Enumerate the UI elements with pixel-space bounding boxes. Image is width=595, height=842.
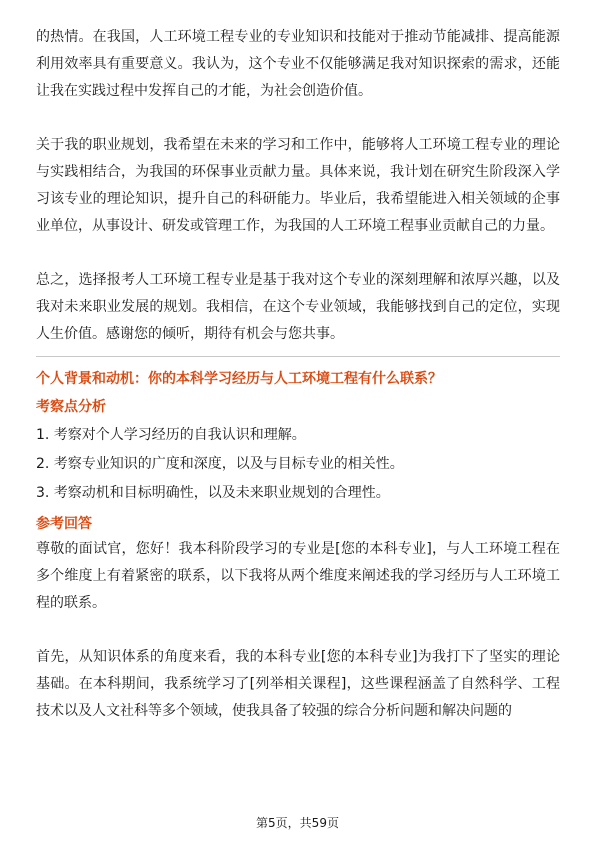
question-title: 个人背景和动机：你的本科学习经历与人工环境工程有什么联系？ <box>36 371 442 387</box>
intro-paragraph-3: 总之，选择报考人工环境工程专业是基于我对这个专业的深刻理解和浓厚兴趣，以及我对未来职业发展的规划。我相信，在这个专业领域，我能够找到自己的定位，实现人生价值。感谢您的倾听，期待有机会与您共事。 <box>36 272 560 342</box>
page-number-footer: 第5页，共59页 <box>256 816 339 830</box>
paragraph-gap <box>36 105 560 132</box>
paragraph-gap <box>36 240 560 267</box>
answer-paragraph-1: 尊敬的面试官，您好！我本科阶段学习的专业是[您的本科专业]，与人工环境工程在多个维度上有着紧密的联系，以下我将从两个维度来阐述我的学习经历与人工环境工程的联系。 <box>36 541 560 611</box>
analysis-point: 3. 考察动机和目标明确性，以及未来职业规划的合理性。 <box>36 485 390 501</box>
page-content <box>36 24 560 725</box>
intro-paragraph-2: 关于我的职业规划，我希望在未来的学习和工作中，能够将人工环境工程专业的理论与实践相结合，为我国的环保事业贡献力量。具体来说，我计划在研究生阶段深入学习该专业的理论知识，提升自己的科研能力。毕业后，我希望能进入相关领域的企事业单位，从事设计、研发或管理工作，为我国的人工环境工程事业贡献自己的力量。 <box>36 137 560 234</box>
intro-paragraph-1: 的热情。在我国，人工环境工程专业的专业知识和技能对于推动节能减排、提高能源利用效率具有重要意义。我认为，这个专业不仅能够满足我对知识探索的需求，还能让我在实践过程中发挥自己的才能，为社会创造价值。 <box>36 29 560 99</box>
answer-paragraph-2: 首先，从知识体系的角度来看，我的本科专业[您的本科专业]为我打下了坚实的理论基础。在本科期间，我系统学习了[列举相关课程]，这些课程涵盖了自然科学、工程技术以及人文社科等多个领域，使我具备了较强的综合分析问题和解决问题的 <box>36 649 560 719</box>
analysis-point: 1. 考察对个人学习经历的自我认识和理解。 <box>36 427 306 443</box>
paragraph-gap <box>36 617 560 644</box>
section-divider <box>36 356 560 357</box>
analysis-points <box>36 421 560 508</box>
analysis-point: 2. 考察专业知识的广度和深度，以及与目标专业的相关性。 <box>36 456 404 472</box>
analysis-heading: 考察点分析 <box>36 399 106 415</box>
answer-heading: 参考回答 <box>36 516 92 532</box>
